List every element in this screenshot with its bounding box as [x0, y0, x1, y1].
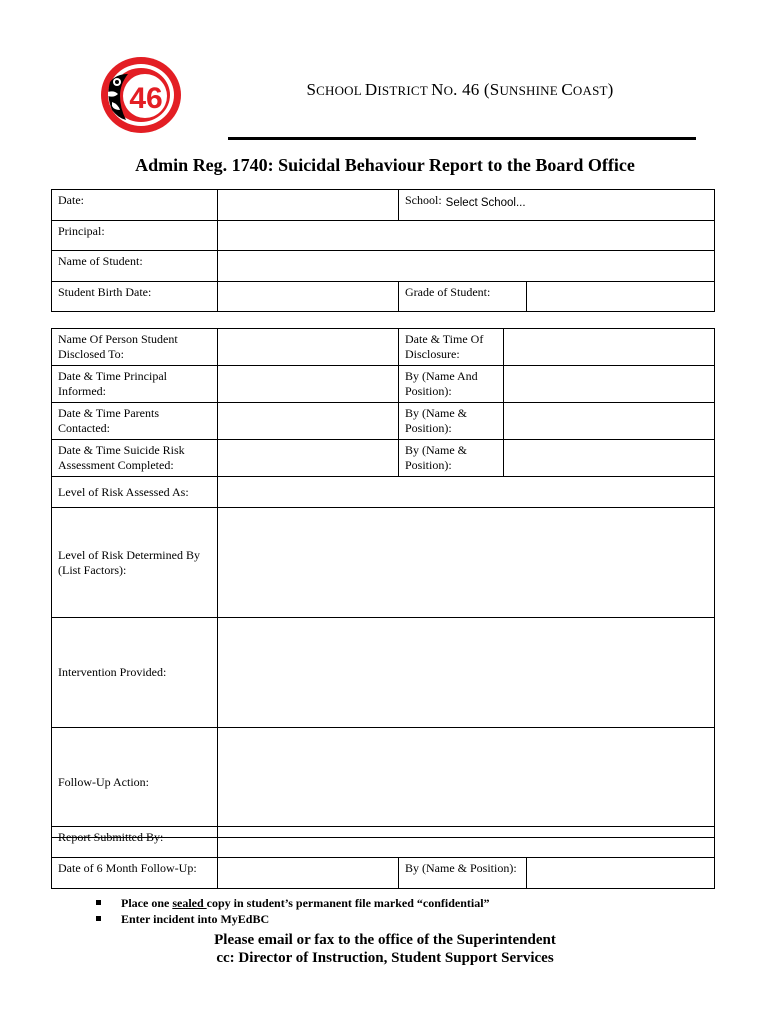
district-title-part: ISTRICT [377, 83, 432, 98]
by-name-position-label: By (Name And Position): [399, 366, 504, 403]
person-disclosed-label: Name Of Person Student Disclosed To: [52, 329, 218, 366]
followup-table [51, 826, 715, 889]
by-name-position-label: By (Name & Position): [399, 403, 504, 440]
birth-date-label: Student Birth Date: [52, 282, 218, 312]
bullet-square-icon [96, 916, 101, 921]
by-name-position-field[interactable] [504, 403, 715, 440]
by-name-position-field[interactable] [504, 366, 715, 403]
instructions-list [96, 895, 490, 927]
district-title-part: UNSHINE [499, 83, 562, 98]
district-title-part: OAST [572, 83, 608, 98]
incident-details-table [51, 328, 715, 838]
footer-line-2: cc: Director of Instruction, Student Support Services [216, 950, 554, 966]
district-title-part: O [443, 83, 454, 98]
district-title-part: C [561, 80, 573, 99]
student-info-table [51, 189, 715, 312]
district-title-part: S [306, 80, 317, 99]
student-name-field[interactable] [218, 251, 715, 282]
assessment-completed-label: Date & Time Suicide Risk Assessment Completed: [52, 440, 218, 477]
footer-line-1: Please email or fax to the office of the Superintendent [214, 932, 556, 948]
school-select-value[interactable]: Select School... [445, 197, 526, 209]
principal-field[interactable] [218, 221, 715, 251]
intervention-field[interactable] [218, 618, 715, 728]
by-name-position-field[interactable] [527, 858, 715, 889]
instruction-item: Place one sealed copy in student’s permanent file marked “confidential” [96, 895, 490, 911]
datetime-disclosure-label: Date & Time Of Disclosure: [399, 329, 504, 366]
footer-note [40, 931, 730, 967]
bullet-square-icon [96, 900, 101, 905]
form-title: Admin Reg. 1740: Suicidal Behaviour Report to the Board Office [135, 155, 635, 175]
followup-action-field[interactable] [218, 728, 715, 838]
intervention-label: Intervention Provided: [52, 618, 218, 728]
title-divider [228, 137, 696, 140]
district-logo [98, 52, 184, 138]
risk-assessed-field[interactable] [218, 477, 715, 508]
by-name-position-field[interactable] [504, 440, 715, 477]
district-title [200, 80, 720, 100]
six-month-followup-field[interactable] [218, 858, 399, 889]
instruction-item: Enter incident into MyEdBC [96, 911, 490, 927]
principal-informed-field[interactable] [218, 366, 399, 403]
district-title-part: . 46 (S [453, 80, 500, 99]
by-name-position-label: By (Name & Position): [399, 858, 527, 889]
principal-label: Principal: [52, 221, 218, 251]
risk-determined-label: Level of Risk Determined By (List Factors): [52, 508, 218, 618]
district-title-part: N [431, 80, 444, 99]
risk-determined-field[interactable] [218, 508, 715, 618]
date-field[interactable] [218, 190, 399, 221]
district-title-part: ) [607, 80, 614, 99]
assessment-completed-field[interactable] [218, 440, 399, 477]
submitted-by-field[interactable] [218, 827, 715, 858]
svg-text:46: 46 [129, 82, 163, 115]
grade-field[interactable] [527, 282, 715, 312]
person-disclosed-field[interactable] [218, 329, 399, 366]
grade-label: Grade of Student: [399, 282, 527, 312]
datetime-disclosure-field[interactable] [504, 329, 715, 366]
parents-contacted-label: Date & Time Parents Contacted: [52, 403, 218, 440]
risk-assessed-label: Level of Risk Assessed As: [52, 477, 218, 508]
followup-action-label: Follow-Up Action: [52, 728, 218, 838]
six-month-followup-label: Date of 6 Month Follow-Up: [52, 858, 218, 889]
district-title-part: D [364, 80, 378, 99]
student-name-label: Name of Student: [52, 251, 218, 282]
principal-informed-label: Date & Time Principal Informed: [52, 366, 218, 403]
by-name-position-label: By (Name & Position): [399, 440, 504, 477]
parents-contacted-field[interactable] [218, 403, 399, 440]
birth-date-field[interactable] [218, 282, 399, 312]
district-title-part: CHOOL [316, 83, 365, 98]
submitted-by-label: Report Submitted By: [52, 827, 218, 858]
school-select[interactable]: School: Select School... [399, 190, 715, 221]
date-label: Date: [52, 190, 218, 221]
